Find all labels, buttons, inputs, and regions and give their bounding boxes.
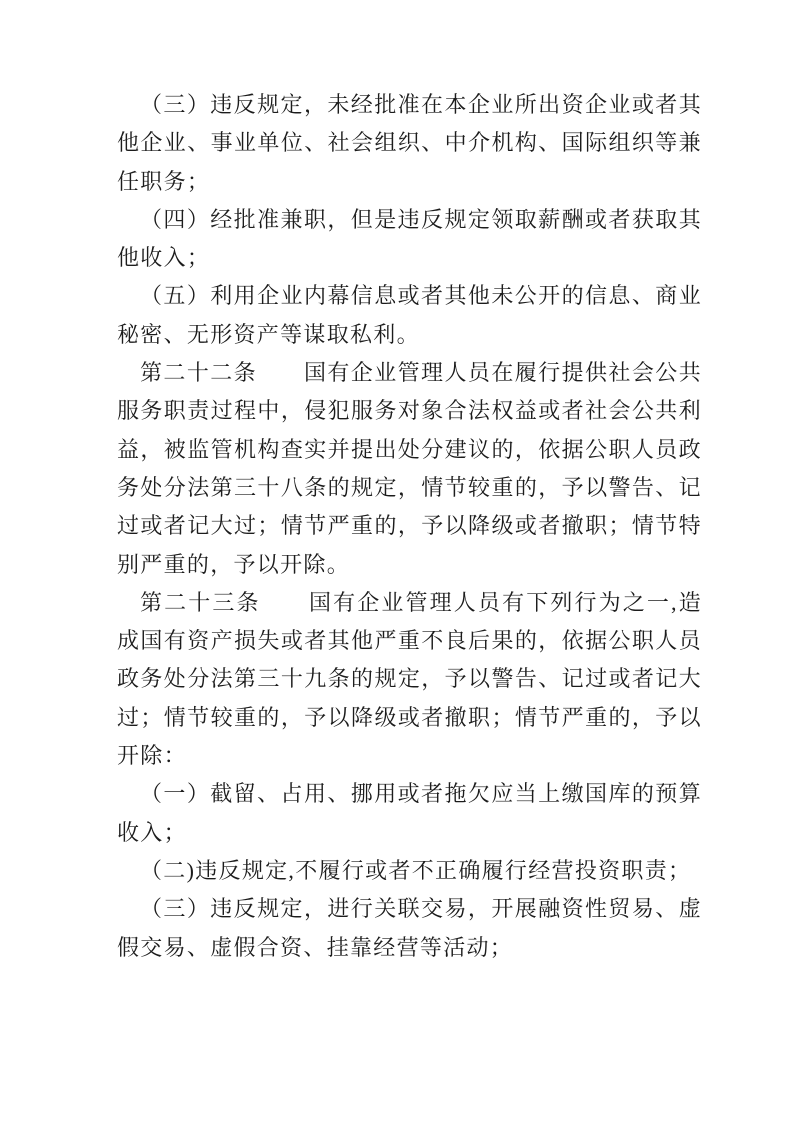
paragraph-clause-4: （四）经批准兼职，但是违反规定领取薪酬或者获取其他收入； — [117, 206, 702, 271]
paragraph-clause-2: （二)违反规定,不履行或者不正确履行经营投资职责； — [140, 857, 692, 883]
paragraph-article-23: 第二十三条 国有企业管理人员有下列行为之一,造成国有资产损失或者其他严重不良后果的，依据公职人员政务处分法第三十九条的规定，予以警告、记过或者记大过；情节较重的，予以降级或者撤职；情节严重的，予以开除： — [117, 589, 702, 769]
paragraph-article-22: 第二十二条 国有企业管理人员在履行提供社会公共服务职责过程中，侵犯服务对象合法权益或者社会公共利益，被监管机构查实并提出处分建议的，依据公职人员政务处分法第三十八条的规定，情节较重的，予以警告、记过或者记大过；情节严重的，予以降级或者撤职；情节特别严重的，予以开除。 — [117, 360, 702, 577]
paragraph-clause-5: （五）利用企业内幕信息或者其他未公开的信息、商业秘密、无形资产等谋取私利。 — [117, 283, 702, 347]
paragraph-clause-1: （一）截留、占用、挪用或者拖欠应当上缴国库的预算收入； — [117, 781, 702, 845]
paragraph-clause-3b: （三）违反规定，进行关联交易，开展融资性贸易、虚假交易、虚假合资、挂靠经营等活动； — [117, 896, 702, 960]
document-text-column — [117, 86, 702, 967]
paragraph-clause-3: （三）违反规定，未经批准在本企业所出资企业或者其他企业、事业单位、社会组织、中介机构、国际组织等兼任职务； — [117, 92, 702, 194]
